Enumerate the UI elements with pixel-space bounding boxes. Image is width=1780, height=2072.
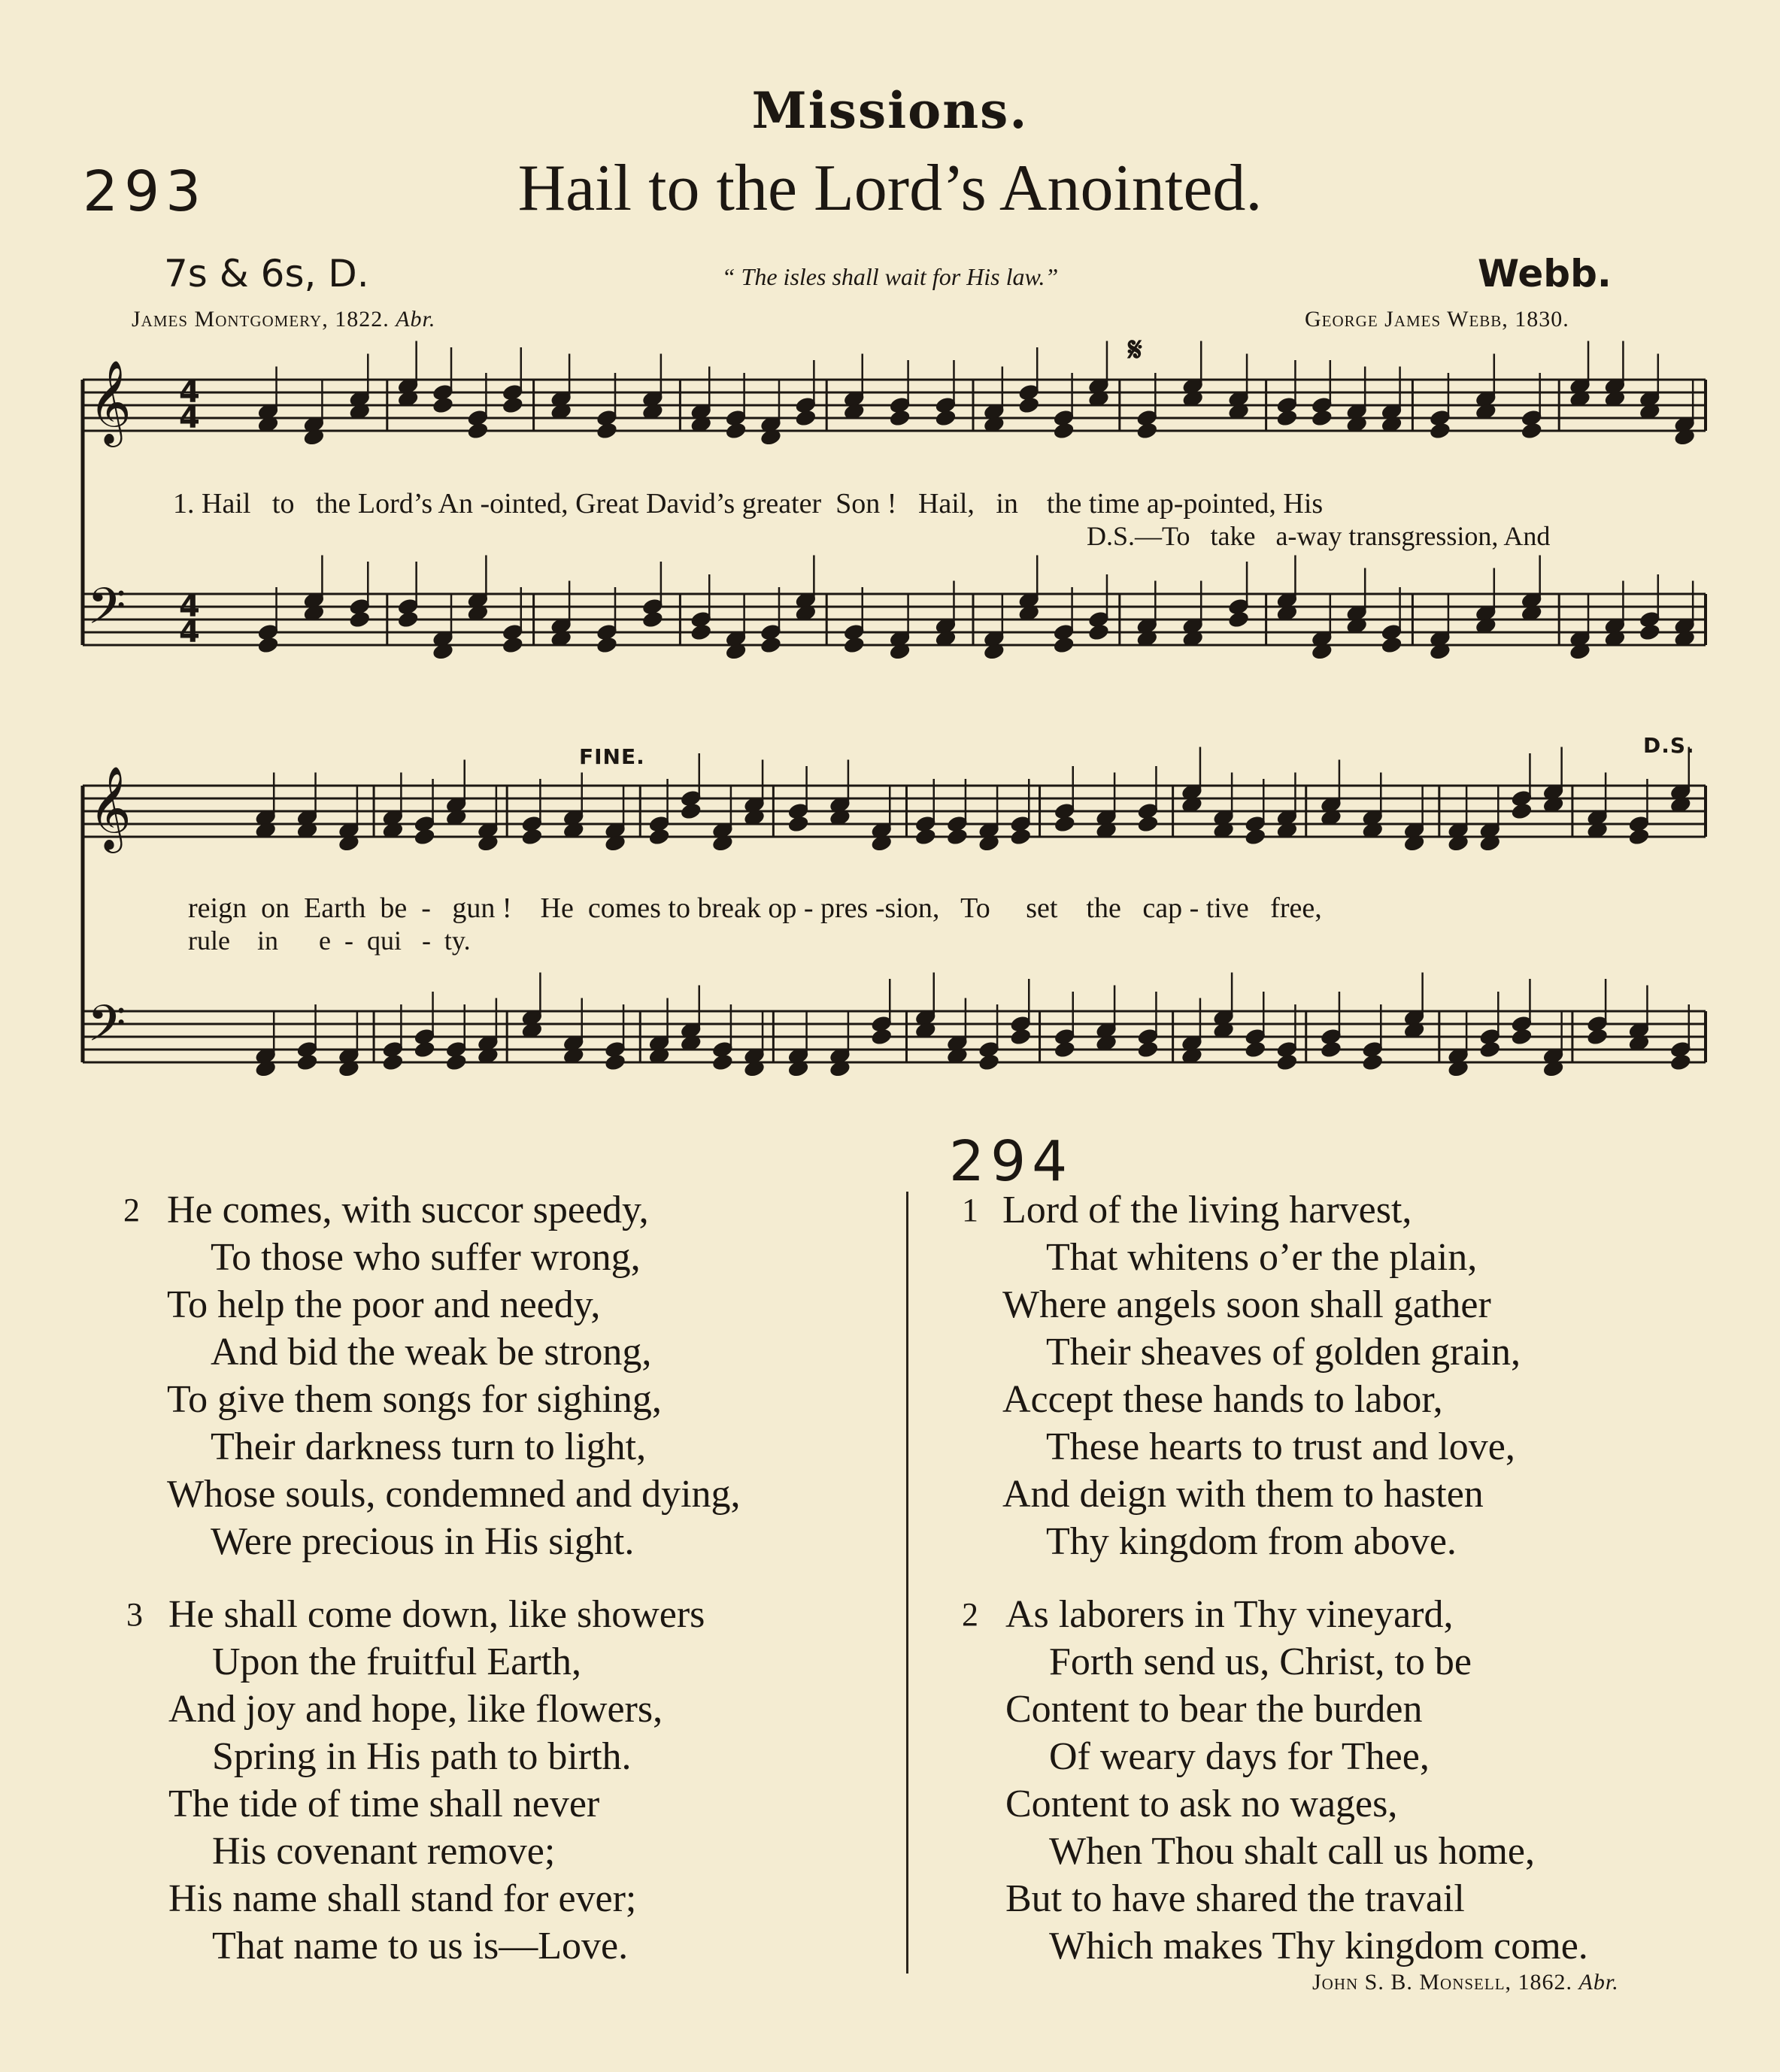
verse-line: That whitens o’er the plain, [1046,1236,1478,1279]
verse-line: Upon the fruitful Earth, [212,1640,581,1683]
verse-line: Forth send us, Christ, to be [1049,1640,1472,1683]
system-2-bass-note [711,1053,735,1072]
verse-line: His name shall stand for ever; [168,1877,637,1920]
lyrics-line-2-ds: rule in e - qui - ty. [188,925,471,956]
verse-line: Lord of the living harvest, [1002,1189,1412,1231]
tune-name: Webb. [1478,252,1612,295]
system-2-bass-note [1586,1027,1609,1047]
system-1-bass-note [760,635,783,655]
time-signature-digit: 4 [179,401,200,435]
verse-block [120,1591,887,1970]
verse-block [959,1591,1756,1970]
verse-block [120,1186,887,1565]
ds-marker: D.S. [1643,733,1695,758]
system-1-treble-note [888,408,911,428]
verse-line: Accept these hands to labor, [1002,1378,1443,1421]
verse-line: To those who suffer wrong, [211,1236,641,1279]
hymn-294-credit [1312,1970,1619,1995]
system-2-bass-note [1009,1027,1033,1047]
system-2-bass-note [1510,1027,1533,1047]
system-2-bass-note [604,1053,627,1072]
verse-line: And deign with them to hasten [1002,1473,1484,1516]
time-signature-digit: 4 [179,615,200,650]
hymn-number: 293 [83,159,208,224]
verse-line: And bid the weak be strong, [211,1331,652,1374]
meter: 7s & 6s, D. [164,252,369,295]
system-2-bass-note [1136,1040,1160,1059]
verse-line: When Thou shalt call us home, [1049,1830,1536,1873]
hymn-title: Hail to the Lord’s Anointed. [517,152,1263,225]
composer-credit: George James Webb, 1830. [1305,307,1569,332]
verse-line: To help the poor and needy, [167,1283,601,1326]
system-1-treble-note [794,408,817,428]
verse-line: To give them songs for sighing, [167,1378,662,1421]
verse-line: His covenant remove; [212,1830,556,1873]
verse-number: 2 [123,1192,140,1228]
system-2-bass-note [870,1027,893,1047]
system-1-treble-note [1136,421,1159,441]
lyrics-line-1: 1. Hail to the Lord’s An -ointed, Great David’s greater Son ! Hail, in the time ap-pointed, His [173,488,1324,520]
system-2-bass-note [1320,1040,1343,1059]
hymn-294-number: 294 [949,1129,1074,1194]
verse-line: Thy kingdom from above. [1046,1520,1457,1563]
system-1-bass-note [842,635,866,655]
verse-line: Were precious in His sight. [211,1520,635,1563]
system-1-treble-note [1017,395,1041,415]
system-2-treble-note [1627,827,1651,847]
section-title: Missions. [751,81,1029,140]
system-2-treble-note [413,827,436,847]
system-1-treble-note [724,421,747,441]
system-1-bass-note [596,635,619,655]
system-1-treble-note [934,408,957,428]
system-2-bass-note [1244,1040,1267,1059]
system-2-treble-note [1510,801,1533,821]
verse-number: 2 [962,1596,978,1633]
verse-number: 1 [962,1192,978,1228]
system-1-bass-note [396,610,420,629]
verse-line: Their darkness turn to light, [211,1425,647,1468]
verse-line: Where angels soon shall gather [1002,1283,1491,1326]
system-1-bass-note [641,610,665,629]
verse-line: Content to bear the burden [1005,1688,1423,1731]
epigraph: “ The isles shall wait for His law.” [721,263,1059,290]
system-2-treble-note [914,827,937,847]
system-1-bass-note [256,635,280,655]
system-2-bass-note [1275,1053,1299,1072]
system-1-bass-note [348,610,371,629]
system-1-treble-note [1311,408,1334,428]
system-2-treble-note [679,801,702,821]
system-2-bass-note [978,1053,1001,1072]
verse-line: Spring in His path to birth. [212,1735,632,1778]
verse-line: Which makes Thy kingdom come. [1049,1925,1588,1967]
system-1-bass-note [1638,623,1661,642]
system-1-treble-note [432,395,455,415]
system-2-treble-note [520,827,544,847]
system-2-treble-note [787,814,810,834]
verse-line: Their sheaves of golden grain, [1046,1331,1521,1374]
verse-line: The tide of time shall never [168,1783,600,1825]
hymn-294-author: John S. B. Monsell, 1862. [1312,1970,1573,1995]
author-abbr: Abr. [396,307,436,332]
system-2-bass-note [444,1053,468,1072]
verse-number: 3 [126,1596,143,1633]
verse-line: That name to us is—Love. [212,1925,629,1967]
hymn-294-abbr: Abr. [1578,1970,1619,1995]
system-2-treble-note [1136,814,1160,834]
author-name: James Montgomery, 1822. [132,307,390,332]
system-2-bass-note [296,1053,319,1072]
system-2-treble-clef-icon: 𝄞 [89,765,132,850]
system-2-treble-note [1244,827,1267,847]
system-1-bass-note [501,635,524,655]
verse-line: Content to ask no wages, [1005,1783,1398,1825]
system-1-bass-note [1227,610,1251,629]
system-2-bass-note [1478,1040,1502,1059]
system-2-treble-note [946,827,969,847]
system-1-treble-note [1520,421,1543,441]
verse-line: But to have shared the travail [1005,1877,1465,1920]
system-1-treble-note [1275,408,1299,428]
system-2-bass-note [1361,1053,1384,1072]
time-signature-digit: 4 [179,589,200,624]
system-2-treble-note [1053,814,1076,834]
system-1-treble-clef-icon: 𝄞 [89,359,132,444]
lyrics-line-2: reign on Earth be - gun ! He comes to break op - pres -sion, To set the cap - tive free, [188,892,1322,924]
system-1-treble-note [466,421,490,441]
system-1-treble-note [596,421,619,441]
time-signature-digit: 4 [179,375,200,410]
verse-line: He comes, with succor speedy, [167,1189,649,1231]
hymn-294-verses [959,1186,1756,1970]
verse-line: Whose souls, condemned and dying, [167,1473,741,1516]
system-2-bass-note [413,1040,436,1059]
verse-line: These hearts to trust and love, [1046,1425,1515,1468]
system-1-bass-clef-icon: 𝄢 [87,577,126,647]
verse-line: He shall come down, like showers [168,1593,705,1636]
lyrics-line-1-ds: D.S.—To take a-way transgression, And [1087,521,1551,551]
system-2-bass-note [1669,1053,1693,1072]
system-2-treble-note [647,827,671,847]
system-1-treble-note [501,395,524,415]
segno-sign: 𝄋 [1128,331,1143,369]
system-1-bass-note [1052,635,1075,655]
verse-line: As laborers in Thy vineyard, [1005,1593,1454,1636]
fine-marker: FINE. [579,744,645,769]
hymn-293-verses [120,1186,887,1970]
system-2-bass-note [381,1053,405,1072]
verse-line: And joy and hope, like flowers, [168,1688,663,1731]
verse-block [959,1186,1756,1565]
system-1-treble-note [1052,421,1075,441]
system-2-bass-clef-icon: 𝄢 [87,995,126,1065]
column-divider [906,1192,908,1974]
verse-line: Of weary days for Thee, [1049,1735,1430,1778]
system-1-treble-note [1429,421,1452,441]
system-1-bass-note [1380,635,1403,655]
system-1-bass-note [1087,623,1111,642]
system-2-treble-note [1009,827,1033,847]
system-1-bass-note [690,623,713,642]
system-2-bass-note [1053,1040,1076,1059]
